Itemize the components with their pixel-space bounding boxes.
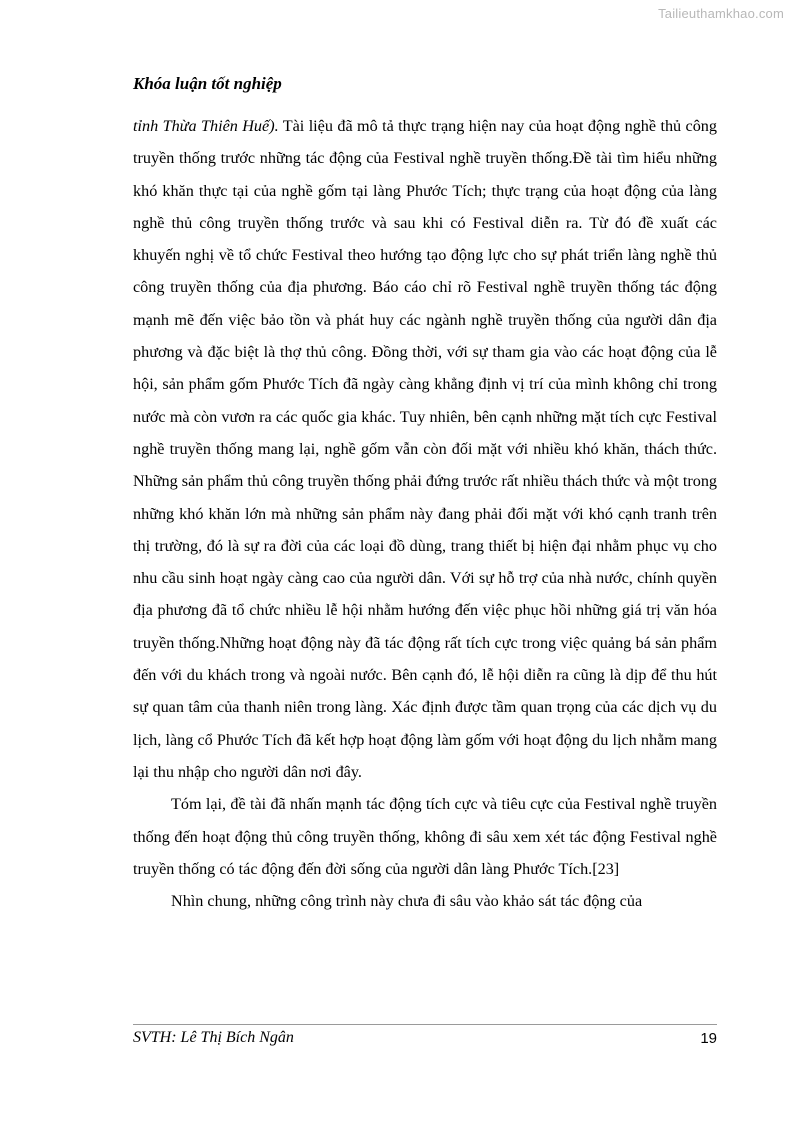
paragraph-3: Nhìn chung, những công trình này chưa đi sâu vào khảo sát tác động của bbox=[171, 892, 643, 911]
paragraph-1-italic-ref: tỉnh Thừa Thiên Huế). bbox=[133, 117, 279, 135]
page-header-title: Khóa luận tốt nghiệp bbox=[133, 74, 282, 93]
paragraph-1 bbox=[133, 110, 717, 788]
page-number: 19 bbox=[700, 1030, 717, 1047]
paragraph-1-text: Tài liệu đã mô tả thực trạng hiện nay của hoạt động nghề thủ công truyền thống trước những tác động của Festival nghề truyền thống.Đề tài tìm hiểu những khó khăn thực tại của nghề gốm tại làng Phước Tích; thực trạng của hoạt động của làng nghề thủ công truyền thống trước và sau khi có Festival diễn ra. Từ đó đề xuất các khuyến nghị về tổ chức Festival theo hướng tạo động lực cho sự phát triển làng nghề thủ công truyền thống của địa phương. Báo cáo chỉ rõ Festival nghề truyền thống tác động mạnh mẽ đến việc bảo tồn và phát huy các ngành nghề truyền thống của người dân địa phương và đặc biệt là thợ thủ công. Đồng thời, với sự tham gia vào các hoạt động của lễ hội, sản phẩm gốm Phước Tích đã ngày càng khẳng định vị trí của mình không chỉ trong nước mà còn vươn ra các quốc gia khác. Tuy nhiên, bên cạnh những mặt tích cực Festival nghề truyền thống mang lại, nghề gốm vẫn còn đối mặt với nhiều khó khăn, thách thức. Những sản phẩm thủ công truyền thống phải đứng trước rất nhiều thách thức và một trong những khó khăn lớn mà những sản phẩm này đang phải đối mặt với khó cạnh tranh trên thị trường, đó là sự ra đời của các loại đồ dùng, trang thiết bị hiện đại nhằm phục vụ cho nhu cầu sinh hoạt ngày càng cao của người dân. Với sự hỗ trợ của nhà nước, chính quyền địa phương đã tổ chức nhiều lễ hội nhằm hướng đến việc phục hồi những giá trị văn hóa truyền thống.Những hoạt động này đã tác động rất tích cực trong việc quảng bá sản phẩm đến với du khách trong và ngoài nước. Bên cạnh đó, lễ hội diễn ra cũng là dịp để thu hút sự quan tâm của thanh niên trong làng. Xác định được tầm quan trọng của các dịch vụ du lịch, làng cổ Phước Tích đã kết hợp hoạt động làm gốm với hoạt động du lịch nhằm mang lại thu nhập cho người dân nơi đây. bbox=[133, 117, 718, 781]
paragraph-2: Tóm lại, đề tài đã nhấn mạnh tác động tích cực và tiêu cực của Festival nghề truyền thống đến hoạt động thủ công truyền thống, không đi sâu xem xét tác động Festival nghề truyền thống có tác động đến đời sống của người dân làng Phước Tích.[23] bbox=[133, 795, 717, 878]
body-text bbox=[133, 110, 717, 917]
footer-divider bbox=[133, 1024, 717, 1025]
footer-author: SVTH: Lê Thị Bích Ngân bbox=[133, 1029, 294, 1046]
watermark: Tailieuthamkhao.com bbox=[658, 6, 784, 21]
